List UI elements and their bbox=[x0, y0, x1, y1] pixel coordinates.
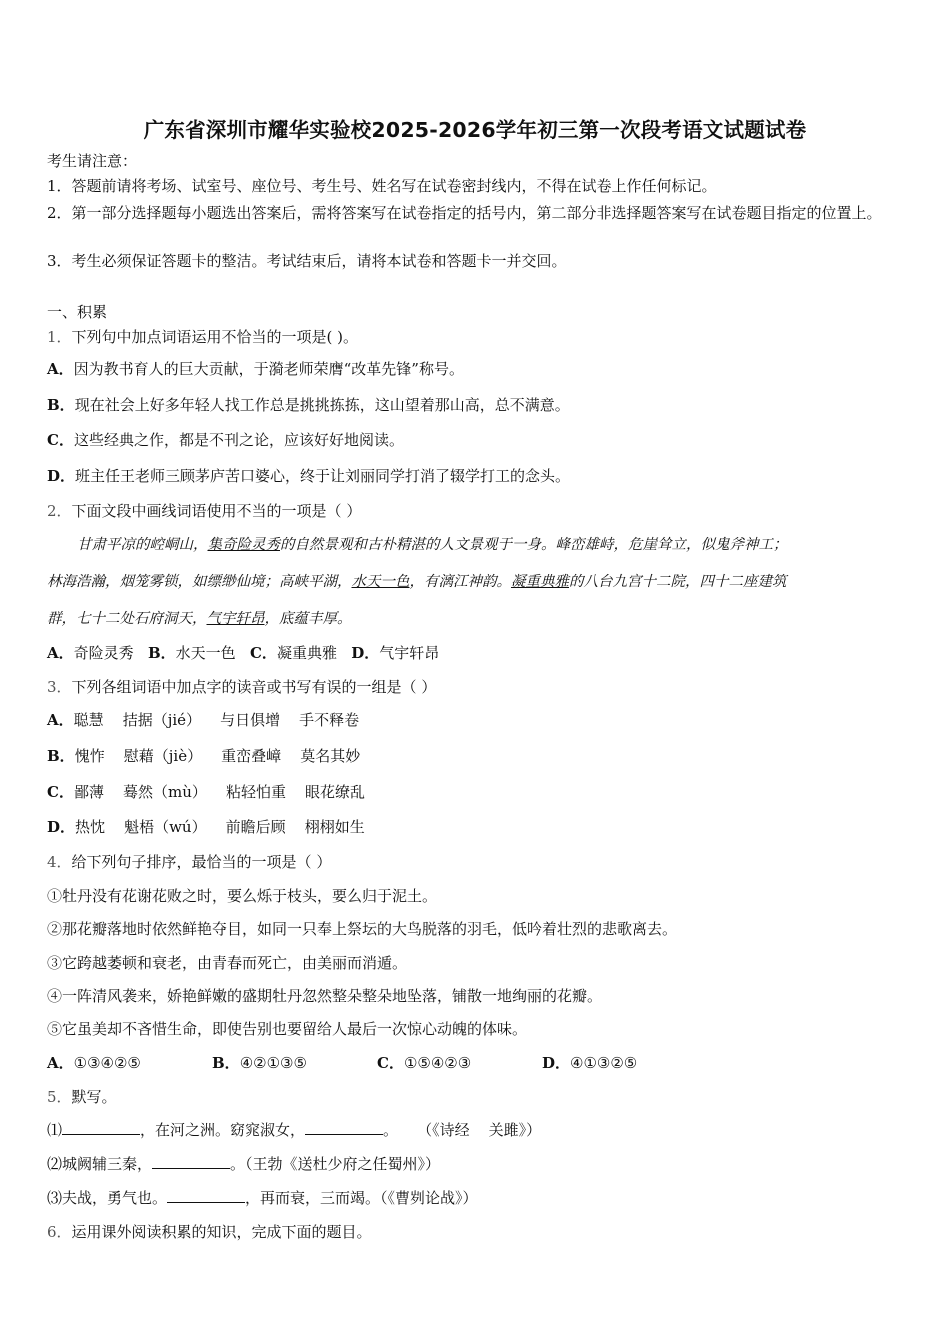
q4-sentence-2: ②那花瓣落地时依然鲜艳夺目，如同一只奉上祭坛的大鸟脱落的羽毛，低吟着壮烈的悲歌离去。 bbox=[47, 920, 678, 938]
option-text: 凝重典雅 bbox=[276, 644, 337, 662]
option-letter: C． bbox=[249, 644, 277, 662]
option-letter: B． bbox=[147, 644, 176, 662]
poem-text: ⑵城阙辅三秦， bbox=[47, 1155, 153, 1173]
q1-number: 1． bbox=[47, 328, 72, 346]
q5-line-2 bbox=[47, 1154, 910, 1174]
q5-number: 5． bbox=[47, 1088, 72, 1106]
option-letter: A． bbox=[47, 711, 74, 729]
option-letter: B． bbox=[47, 747, 75, 765]
q2-stem bbox=[47, 501, 910, 521]
option-text: ①⑤④②③ bbox=[403, 1054, 472, 1072]
q1-stem-text: 下列句中加点词语运用不恰当的一项是( )。 bbox=[71, 328, 359, 346]
q1-option-b bbox=[47, 395, 910, 415]
q3-option-b bbox=[47, 746, 910, 766]
option-text: 鄙薄 蓦然（mù） 粘轻怕重 眼花缭乱 bbox=[73, 783, 366, 801]
q3-number: 3． bbox=[47, 678, 72, 696]
underlined-phrase: 水天一色 bbox=[351, 574, 410, 590]
option-text: 热忱 魁梧（wú） 前瞻后顾 栩栩如生 bbox=[75, 818, 365, 836]
option-letter: B． bbox=[212, 1054, 240, 1072]
underlined-phrase: 凝重典雅 bbox=[511, 574, 569, 590]
notice-heading: 考生请注意： bbox=[47, 152, 138, 170]
q6-stem-text: 运用课外阅读积累的知识，完成下面的题目。 bbox=[71, 1223, 372, 1241]
passage-text: 甘肃平凉的崆峒山， bbox=[77, 537, 208, 553]
line-marker: ⑴ bbox=[47, 1121, 63, 1139]
option-text: 班主任王老师三顾茅庐苦口婆心，终于让刘丽同学打消了辍学打工的念头。 bbox=[75, 467, 571, 485]
poem-source: 。（王勃《送杜少府之任蜀州》） bbox=[230, 1155, 441, 1173]
answer-blank[interactable] bbox=[305, 1120, 383, 1135]
poem-text: ⑶夫战，勇气也。 bbox=[47, 1189, 168, 1207]
option-text: 现在社会上好多年轻人找工作总是挑挑拣拣，这山望着那山高，总不满意。 bbox=[74, 396, 570, 414]
passage-text: ，有漓江神韵。 bbox=[409, 574, 511, 590]
option-letter: B． bbox=[47, 396, 75, 414]
q1-stem bbox=[47, 327, 910, 347]
q5-stem bbox=[47, 1087, 910, 1107]
option-text: 奇险灵秀 bbox=[73, 644, 134, 662]
option-text: 气宇轩昂 bbox=[379, 644, 440, 662]
underlined-phrase: 集奇险灵秀 bbox=[207, 537, 280, 553]
answer-blank[interactable] bbox=[62, 1120, 140, 1135]
option-text: ④②①③⑤ bbox=[239, 1054, 307, 1072]
option-text: 因为教书育人的巨大贡献，于漪老师荣膺“改革先锋”称号。 bbox=[73, 360, 464, 378]
passage-text: 的八台九宫十二院，四十二座建筑 bbox=[569, 574, 787, 590]
exam-title: 广东省深圳市耀华实验校2025-2026学年初三第一次段考语文试题试卷 bbox=[143, 118, 807, 142]
q3-option-a bbox=[47, 710, 910, 730]
option-letter: D． bbox=[351, 644, 380, 662]
option-text: 这些经典之作，都是不刊之论，应该好好地阅读。 bbox=[73, 431, 404, 449]
section-heading: 一、积累 bbox=[47, 303, 108, 321]
option-text: 水天一色 bbox=[175, 644, 236, 662]
q5-line-1 bbox=[47, 1120, 910, 1140]
option-letter: D． bbox=[47, 818, 76, 836]
option-text: ④①③②⑤ bbox=[570, 1054, 638, 1072]
q3-option-c bbox=[47, 782, 910, 802]
answer-blank[interactable] bbox=[152, 1154, 230, 1169]
q2-options bbox=[47, 643, 910, 663]
option-letter: C． bbox=[377, 1054, 404, 1072]
q6-stem bbox=[47, 1222, 910, 1242]
q4-sentence-3: ③它跨越萎顿和衰老，由青春而死亡，由美丽而消遁。 bbox=[47, 954, 408, 972]
passage-text: 群，七十二处石府洞天， bbox=[47, 611, 207, 627]
option-letter: D． bbox=[542, 1054, 571, 1072]
q2-stem-text: 下面文段中画线词语使用不当的一项是（ ） bbox=[71, 502, 362, 520]
option-letter: C． bbox=[47, 431, 74, 449]
q4-number: 4． bbox=[47, 853, 72, 871]
q5-stem-text: 默写。 bbox=[71, 1088, 117, 1106]
q4-sentence-5: ⑤它虽美却不吝惜生命，即使告别也要留给人最后一次惊心动魄的体味。 bbox=[47, 1020, 528, 1038]
option-letter: A． bbox=[47, 360, 74, 378]
option-letter: A． bbox=[47, 1054, 74, 1072]
q1-option-d bbox=[47, 466, 910, 486]
q4-sentence-4: ④一阵清风袭来，娇艳鲜嫩的盛期牡丹忽然整朵整朵地坠落，铺散一地绚丽的花瓣。 bbox=[47, 987, 603, 1005]
passage-text: 的自然景观和古朴精湛的人文景观于一身。峰峦雄峙，危崖耸立，似鬼斧神工； bbox=[280, 537, 788, 553]
q3-option-d bbox=[47, 817, 910, 837]
q4-stem-text: 给下列句子排序，最恰当的一项是（ ） bbox=[71, 853, 332, 871]
q3-stem-text: 下列各组词语中加点字的读音或书写有误的一组是（ ） bbox=[71, 678, 437, 696]
poem-source: 。 （《诗经 关雎》） bbox=[383, 1121, 542, 1139]
q4-sentence-1: ①牡丹没有花谢花败之时，要么烁于枝头，要么归于泥土。 bbox=[47, 887, 438, 905]
notice-item-3: 3．考生必须保证答题卡的整洁。考试结束后，请将本试卷和答题卡一并交回。 bbox=[47, 252, 567, 270]
underlined-phrase: 气宇轩昂 bbox=[206, 611, 265, 627]
q1-option-a bbox=[47, 359, 910, 379]
q2-passage-line-1 bbox=[77, 535, 910, 555]
answer-blank[interactable] bbox=[167, 1188, 245, 1203]
q6-number: 6． bbox=[47, 1223, 72, 1241]
option-letter: A． bbox=[47, 644, 74, 662]
option-text: 聪慧 拮据（jié） 与日俱增 手不释卷 bbox=[73, 711, 360, 729]
q3-stem bbox=[47, 677, 910, 697]
q2-passage-line-2 bbox=[47, 572, 910, 592]
option-letter: C． bbox=[47, 783, 74, 801]
option-text: ①③④②⑤ bbox=[73, 1054, 141, 1072]
option-text: 愧怍 慰藉（jiè） 重峦叠嶂 莫名其妙 bbox=[74, 747, 361, 765]
passage-text: ，底蕴丰厚。 bbox=[264, 611, 352, 627]
poem-source: ，再而衰，三而竭。（《曹刿论战》） bbox=[245, 1189, 478, 1207]
q2-number: 2． bbox=[47, 502, 72, 520]
q2-passage-line-3 bbox=[47, 609, 910, 629]
notice-item-2: 2．第一部分选择题每小题选出答案后，需将答案写在试卷指定的括号内，第二部分非选择题答案写在试卷题目指定的位置上。 bbox=[47, 204, 882, 222]
notice-item-1: 1．答题前请将考场、试室号、座位号、考生号、姓名写在试卷密封线内，不得在试卷上作任何标记。 bbox=[47, 177, 717, 195]
q1-option-c bbox=[47, 430, 910, 450]
option-letter: D． bbox=[47, 467, 76, 485]
q5-line-3 bbox=[47, 1188, 910, 1208]
poem-text: ，在河之洲。窈窕淑女， bbox=[140, 1121, 306, 1139]
passage-text: 林海浩瀚，烟笼雾锁，如缥缈仙境；高峡平湖， bbox=[47, 574, 352, 590]
q4-stem bbox=[47, 852, 910, 872]
